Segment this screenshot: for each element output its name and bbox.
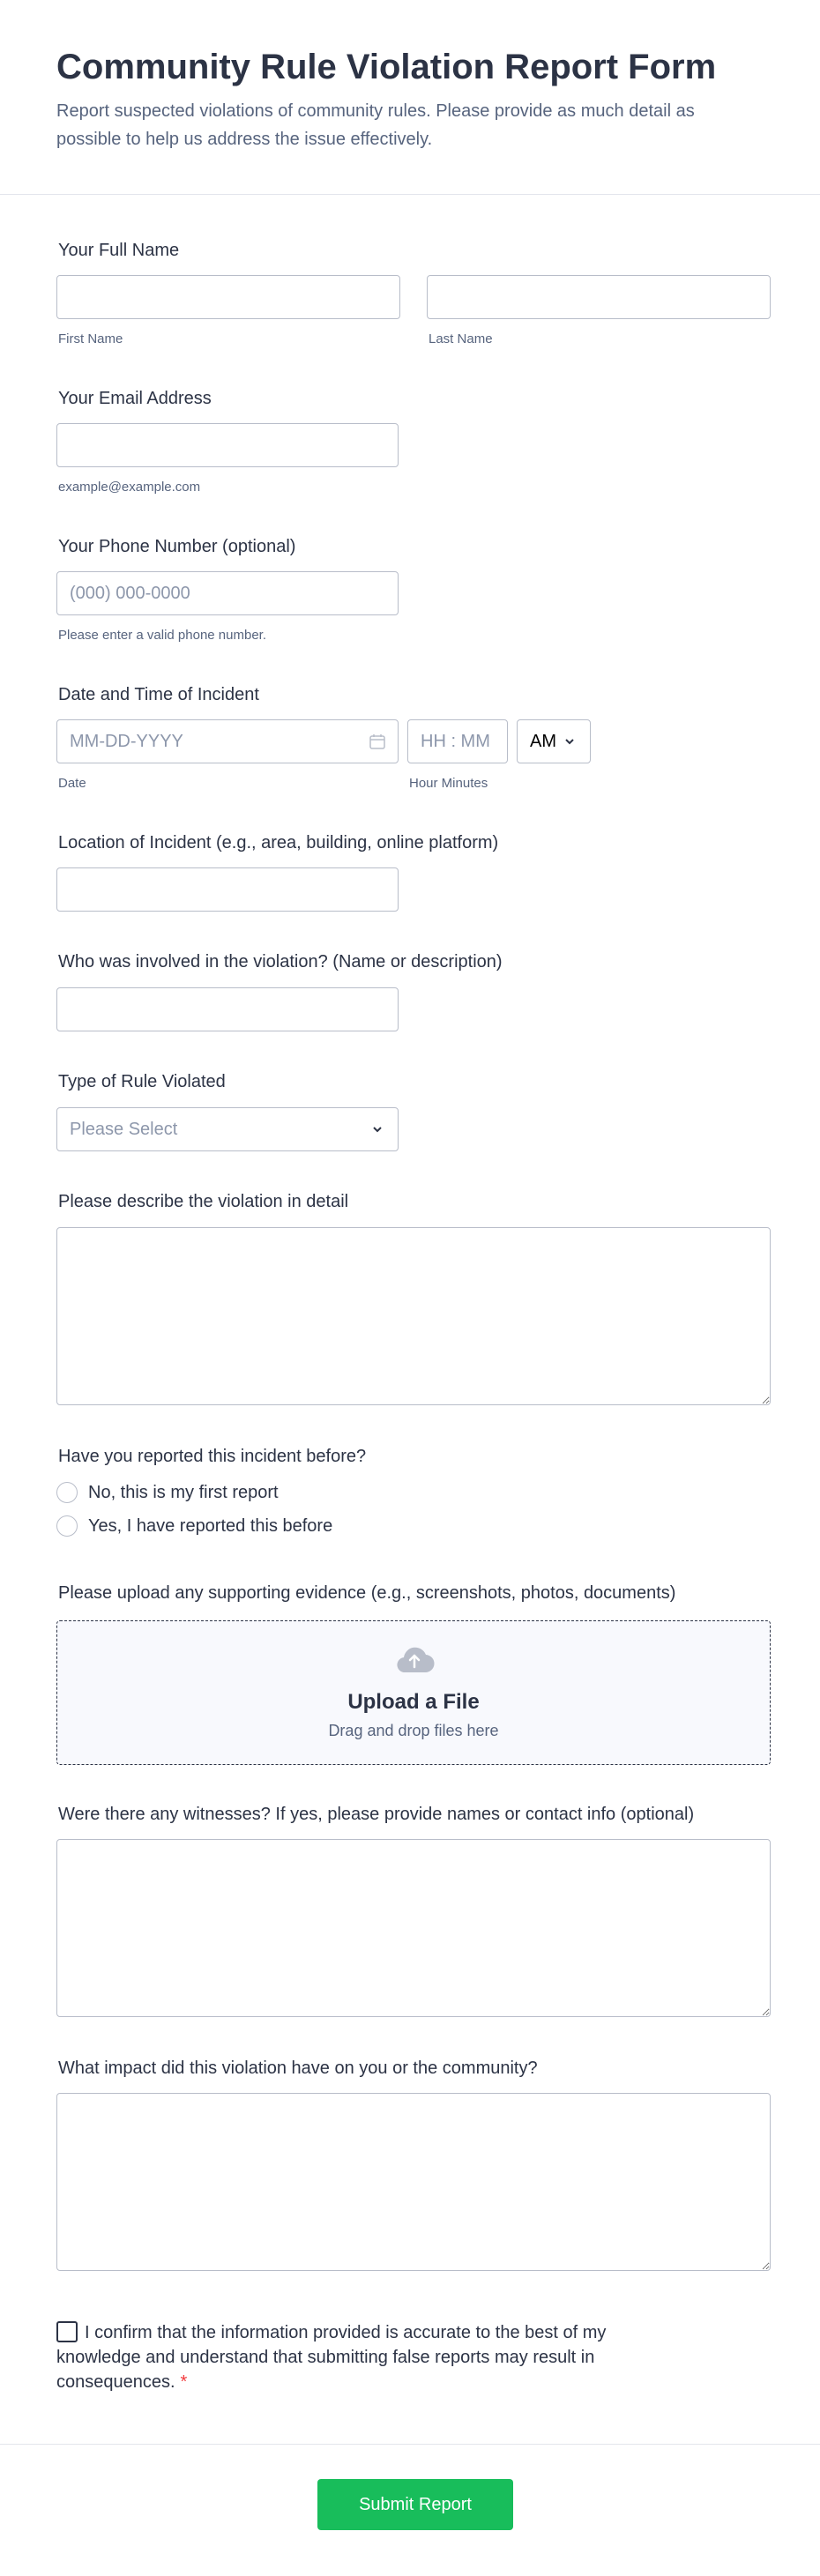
upload-label: Please upload any supporting evidence (e.g., screenshots, photos, documents) bbox=[58, 1583, 676, 1603]
phone-input[interactable] bbox=[56, 571, 399, 615]
ampm-select[interactable] bbox=[517, 719, 591, 763]
confirmation-text: I confirm that the information provided is accurate to the best of my knowledge and understand that submitting false reports may result in consequences. bbox=[56, 2323, 607, 2392]
radio-circle[interactable] bbox=[56, 1515, 78, 1537]
cloud-upload-icon bbox=[393, 1642, 436, 1674]
confirmation-field bbox=[56, 2320, 674, 2394]
reported-before-label: Have you reported this incident before? bbox=[58, 1447, 367, 1466]
form-header bbox=[56, 44, 762, 153]
phone-hint: Please enter a valid phone number. bbox=[58, 628, 266, 643]
description-label: Please describe the violation in detail bbox=[58, 1192, 349, 1211]
incident-date-input[interactable] bbox=[56, 719, 399, 763]
incident-date-sublabel: Date bbox=[58, 776, 86, 791]
impact-label: What impact did this violation have on you or the community? bbox=[58, 2059, 538, 2078]
radio-option-reported-before[interactable] bbox=[56, 1515, 332, 1537]
description-textarea[interactable] bbox=[56, 1227, 771, 1405]
calendar-icon[interactable] bbox=[369, 733, 386, 750]
email-hint: example@example.com bbox=[58, 480, 201, 495]
witnesses-label: Were there any witnesses? If yes, please provide names or contact info (optional) bbox=[58, 1805, 695, 1824]
confirmation-checkbox[interactable] bbox=[56, 2321, 78, 2342]
rule-type-label: Type of Rule Violated bbox=[58, 1072, 226, 1091]
first-name-sublabel: First Name bbox=[58, 331, 123, 346]
form-description: Report suspected violations of community rules. Please provide as much detail as possible to help us address the issue effectively. bbox=[56, 101, 695, 149]
header-divider bbox=[0, 194, 820, 195]
upload-hint: Drag and drop files here bbox=[328, 1722, 499, 1739]
involved-label: Who was involved in the violation? (Name or description) bbox=[58, 952, 503, 972]
submit-report-button[interactable]: Submit Report bbox=[317, 2479, 513, 2530]
last-name-sublabel: Last Name bbox=[429, 331, 493, 346]
upload-title: Upload a File bbox=[347, 1690, 480, 1714]
full-name-label: Your Full Name bbox=[58, 241, 180, 260]
ampm-value: AM bbox=[530, 731, 556, 751]
footer-divider bbox=[0, 2444, 820, 2445]
radio-label: Yes, I have reported this before bbox=[88, 1515, 333, 1536]
file-upload-dropzone[interactable] bbox=[56, 1620, 771, 1765]
first-name-input[interactable] bbox=[56, 275, 400, 319]
rule-type-select[interactable] bbox=[56, 1107, 399, 1151]
chevron-down-icon bbox=[369, 1121, 385, 1137]
email-input[interactable] bbox=[56, 423, 399, 467]
involved-input[interactable] bbox=[56, 987, 399, 1031]
location-label: Location of Incident (e.g., area, building, online platform) bbox=[58, 833, 499, 852]
radio-label: No, this is my first report bbox=[88, 1482, 279, 1502]
radio-option-first-report[interactable] bbox=[56, 1482, 279, 1503]
last-name-input[interactable] bbox=[427, 275, 771, 319]
witnesses-textarea[interactable] bbox=[56, 1839, 771, 2017]
phone-label: Your Phone Number (optional) bbox=[58, 537, 296, 556]
incident-time-input[interactable] bbox=[407, 719, 508, 763]
incident-datetime-label: Date and Time of Incident bbox=[58, 685, 259, 704]
location-input[interactable] bbox=[56, 867, 399, 912]
impact-textarea[interactable] bbox=[56, 2093, 771, 2271]
incident-time-sublabel: Hour Minutes bbox=[409, 776, 488, 791]
form-title: Community Rule Violation Report Form bbox=[56, 48, 717, 86]
chevron-down-icon bbox=[562, 733, 578, 749]
radio-circle[interactable] bbox=[56, 1482, 78, 1503]
required-mark: * bbox=[180, 2372, 188, 2392]
email-label: Your Email Address bbox=[58, 389, 212, 408]
rule-type-placeholder: Please Select bbox=[70, 1119, 178, 1139]
